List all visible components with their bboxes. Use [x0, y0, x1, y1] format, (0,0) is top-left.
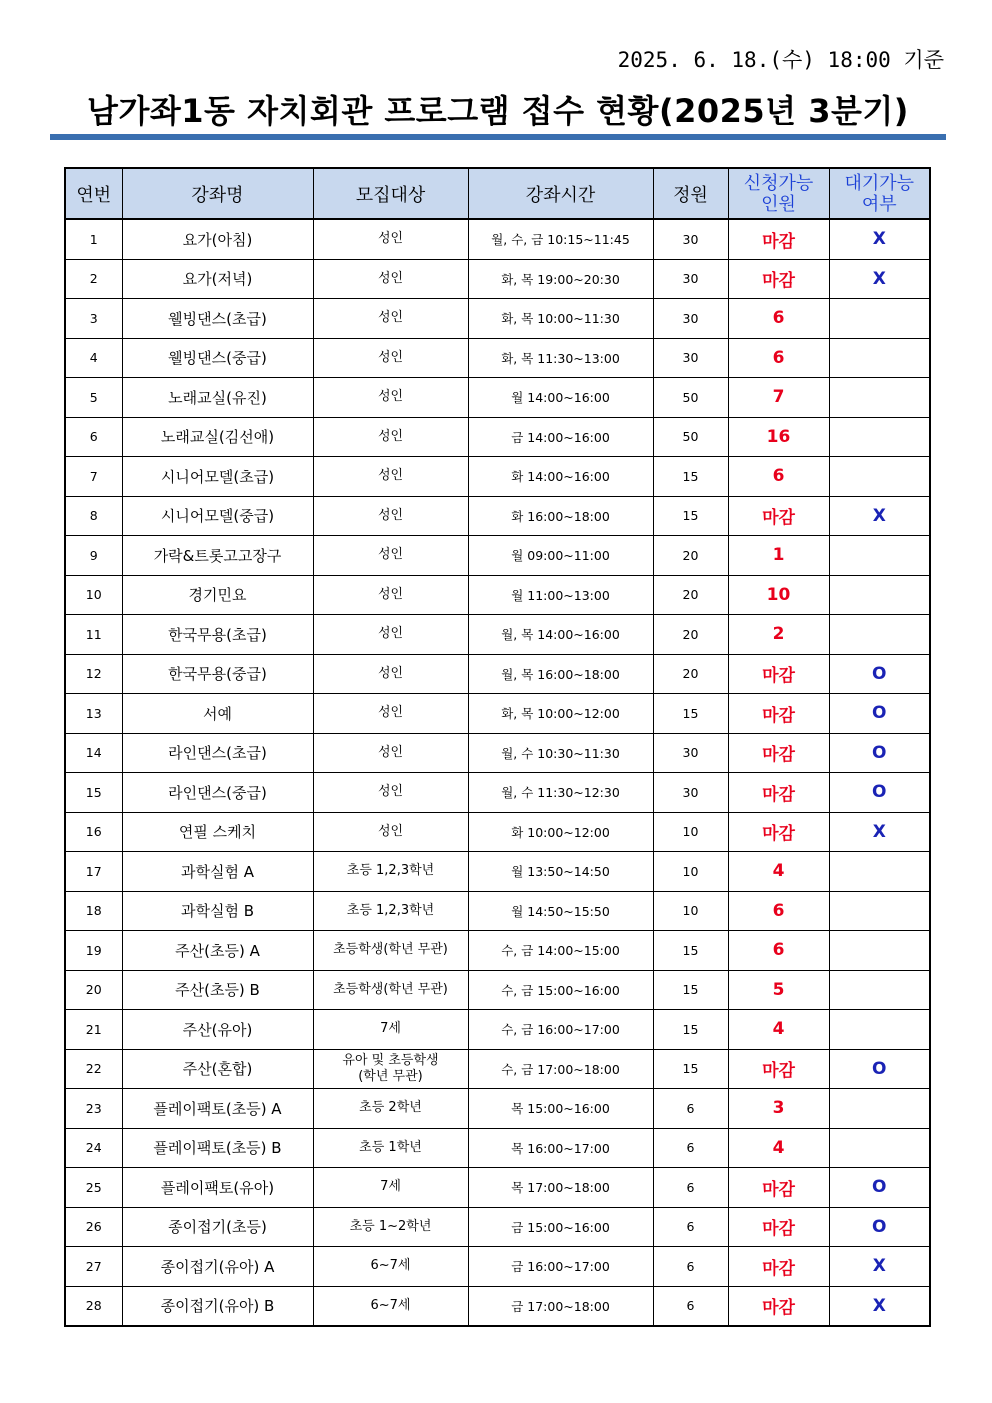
cell-waiting: X	[829, 219, 930, 259]
table-row	[65, 733, 930, 773]
cell-target: 7세	[313, 1010, 468, 1050]
cell-available: 마감	[728, 694, 829, 734]
cell-capacity: 10	[653, 852, 728, 892]
cell-course-name: 주산(혼합)	[122, 1049, 313, 1089]
cell-no: 6	[65, 417, 122, 457]
cell-available: 10	[728, 575, 829, 615]
cell-course-name: 라인댄스(중급)	[122, 773, 313, 813]
cell-capacity: 6	[653, 1168, 728, 1208]
cell-waiting: O	[829, 1168, 930, 1208]
cell-available: 마감	[728, 812, 829, 852]
cell-target	[313, 1049, 468, 1089]
cell-target: 7세	[313, 1168, 468, 1208]
cell-time: 월 14:00~16:00	[468, 378, 653, 418]
cell-time: 금 17:00~18:00	[468, 1286, 653, 1326]
cell-target: 성인	[313, 773, 468, 813]
cell-target: 초등학생(학년 무관)	[313, 931, 468, 971]
cell-target: 성인	[313, 219, 468, 259]
table-row	[65, 852, 930, 892]
header-available-line2: 인원	[761, 193, 796, 215]
table-row	[65, 1049, 930, 1089]
cell-target: 성인	[313, 694, 468, 734]
cell-no: 20	[65, 970, 122, 1010]
cell-no: 23	[65, 1089, 122, 1129]
table-row	[65, 1168, 930, 1208]
cell-target: 초등학생(학년 무관)	[313, 970, 468, 1010]
page-title: 남가좌1동 자치회관 프로그램 접수 현황(2025년 3분기)	[87, 92, 909, 130]
cell-time: 수, 금 17:00~18:00	[468, 1049, 653, 1089]
cell-waiting	[829, 338, 930, 378]
cell-waiting	[829, 615, 930, 655]
table-row	[65, 891, 930, 931]
cell-waiting: O	[829, 694, 930, 734]
cell-waiting: O	[829, 1049, 930, 1089]
cell-no: 25	[65, 1168, 122, 1208]
cell-waiting: X	[829, 812, 930, 852]
cell-time: 월, 수 11:30~12:30	[468, 773, 653, 813]
header-course-name: 강좌명	[122, 168, 313, 219]
cell-time: 화 16:00~18:00	[468, 496, 653, 536]
header-no: 연번	[65, 168, 122, 219]
cell-capacity: 30	[653, 733, 728, 773]
cell-waiting	[829, 931, 930, 971]
table-row	[65, 575, 930, 615]
cell-capacity: 6	[653, 1089, 728, 1129]
cell-capacity: 20	[653, 615, 728, 655]
header-available-line1: 신청가능	[743, 172, 814, 194]
cell-course-name: 시니어모델(초급)	[122, 457, 313, 497]
cell-target: 성인	[313, 812, 468, 852]
cell-time: 금 15:00~16:00	[468, 1207, 653, 1247]
reference-date: 2025. 6. 18.(수) 18:00 기준	[617, 48, 944, 72]
cell-available: 마감	[728, 1049, 829, 1089]
cell-target: 성인	[313, 654, 468, 694]
cell-time: 수, 금 15:00~16:00	[468, 970, 653, 1010]
cell-waiting: X	[829, 259, 930, 299]
cell-time: 월, 목 16:00~18:00	[468, 654, 653, 694]
cell-target: 초등 1학년	[313, 1128, 468, 1168]
cell-target: 초등 1,2,3학년	[313, 891, 468, 931]
cell-waiting: X	[829, 1247, 930, 1287]
program-status-table	[64, 167, 931, 1327]
cell-time: 화, 목 10:00~12:00	[468, 694, 653, 734]
cell-capacity: 6	[653, 1247, 728, 1287]
cell-target: 성인	[313, 457, 468, 497]
cell-available: 마감	[728, 1247, 829, 1287]
cell-available: 6	[728, 338, 829, 378]
cell-no: 26	[65, 1207, 122, 1247]
cell-capacity: 30	[653, 219, 728, 259]
header-waiting	[829, 168, 930, 219]
header-waiting-line1: 대기가능	[844, 172, 915, 194]
cell-available: 마감	[728, 654, 829, 694]
cell-waiting: O	[829, 733, 930, 773]
header-target: 모집대상	[313, 168, 468, 219]
table-row	[65, 536, 930, 576]
cell-capacity: 15	[653, 1049, 728, 1089]
cell-time: 월 13:50~14:50	[468, 852, 653, 892]
table-row	[65, 931, 930, 971]
table-row	[65, 378, 930, 418]
cell-target-line: 유아 및 초등학생	[342, 1052, 439, 1068]
cell-target: 초등 1,2,3학년	[313, 852, 468, 892]
table-row	[65, 773, 930, 813]
cell-course-name: 종이접기(초등)	[122, 1207, 313, 1247]
cell-waiting: O	[829, 1207, 930, 1247]
cell-time: 수, 금 16:00~17:00	[468, 1010, 653, 1050]
cell-course-name: 과학실험 B	[122, 891, 313, 931]
cell-waiting	[829, 1010, 930, 1050]
cell-course-name: 웰빙댄스(초급)	[122, 299, 313, 339]
cell-available: 7	[728, 378, 829, 418]
cell-waiting	[829, 299, 930, 339]
table-header-row	[65, 168, 930, 219]
cell-no: 11	[65, 615, 122, 655]
table-row	[65, 1128, 930, 1168]
table-row	[65, 338, 930, 378]
cell-waiting	[829, 457, 930, 497]
cell-course-name: 요가(저녁)	[122, 259, 313, 299]
cell-course-name: 가락&트롯고고장구	[122, 536, 313, 576]
cell-capacity: 6	[653, 1207, 728, 1247]
cell-capacity: 20	[653, 575, 728, 615]
cell-time: 금 16:00~17:00	[468, 1247, 653, 1287]
cell-no: 2	[65, 259, 122, 299]
cell-available: 16	[728, 417, 829, 457]
cell-waiting	[829, 378, 930, 418]
cell-no: 13	[65, 694, 122, 734]
cell-waiting: X	[829, 496, 930, 536]
cell-time: 화, 목 10:00~11:30	[468, 299, 653, 339]
cell-target: 성인	[313, 417, 468, 457]
cell-available: 3	[728, 1089, 829, 1129]
cell-waiting: X	[829, 1286, 930, 1326]
table-row	[65, 457, 930, 497]
cell-course-name: 요가(아침)	[122, 219, 313, 259]
cell-capacity: 30	[653, 338, 728, 378]
cell-capacity: 15	[653, 694, 728, 734]
cell-time: 화, 목 11:30~13:00	[468, 338, 653, 378]
cell-target: 성인	[313, 615, 468, 655]
cell-waiting: O	[829, 773, 930, 813]
cell-course-name: 서예	[122, 694, 313, 734]
cell-available: 마감	[728, 773, 829, 813]
cell-target: 6~7세	[313, 1247, 468, 1287]
cell-time: 목 16:00~17:00	[468, 1128, 653, 1168]
cell-target: 초등 1~2학년	[313, 1207, 468, 1247]
cell-time: 월 09:00~11:00	[468, 536, 653, 576]
table-row	[65, 1089, 930, 1129]
table-row	[65, 496, 930, 536]
cell-time: 목 15:00~16:00	[468, 1089, 653, 1129]
cell-no: 21	[65, 1010, 122, 1050]
cell-waiting	[829, 417, 930, 457]
cell-time: 목 17:00~18:00	[468, 1168, 653, 1208]
cell-course-name: 플레이팩토(유아)	[122, 1168, 313, 1208]
cell-course-name: 주산(초등) A	[122, 931, 313, 971]
cell-course-name: 과학실험 A	[122, 852, 313, 892]
cell-no: 16	[65, 812, 122, 852]
cell-no: 28	[65, 1286, 122, 1326]
cell-available: 마감	[728, 733, 829, 773]
cell-available: 2	[728, 615, 829, 655]
cell-course-name: 웰빙댄스(중급)	[122, 338, 313, 378]
cell-waiting	[829, 1128, 930, 1168]
table-row	[65, 615, 930, 655]
header-capacity: 정원	[653, 168, 728, 219]
cell-waiting	[829, 1089, 930, 1129]
cell-waiting	[829, 891, 930, 931]
cell-waiting: O	[829, 654, 930, 694]
table-row	[65, 812, 930, 852]
cell-time: 월 14:50~15:50	[468, 891, 653, 931]
cell-time: 화 10:00~12:00	[468, 812, 653, 852]
cell-available: 마감	[728, 1207, 829, 1247]
cell-no: 19	[65, 931, 122, 971]
cell-no: 17	[65, 852, 122, 892]
cell-available: 6	[728, 931, 829, 971]
table-row	[65, 299, 930, 339]
table-row	[65, 970, 930, 1010]
cell-no: 4	[65, 338, 122, 378]
cell-time: 월, 수, 금 10:15~11:45	[468, 219, 653, 259]
cell-available: 1	[728, 536, 829, 576]
table-row	[65, 1247, 930, 1287]
cell-course-name: 라인댄스(초급)	[122, 733, 313, 773]
cell-target: 초등 2학년	[313, 1089, 468, 1129]
header-available	[728, 168, 829, 219]
cell-target: 성인	[313, 259, 468, 299]
cell-course-name: 한국무용(초급)	[122, 615, 313, 655]
cell-waiting	[829, 575, 930, 615]
cell-capacity: 6	[653, 1128, 728, 1168]
cell-course-name: 경기민요	[122, 575, 313, 615]
cell-course-name: 주산(유아)	[122, 1010, 313, 1050]
cell-capacity: 15	[653, 970, 728, 1010]
cell-time: 수, 금 14:00~15:00	[468, 931, 653, 971]
cell-no: 24	[65, 1128, 122, 1168]
cell-capacity: 30	[653, 773, 728, 813]
cell-available: 마감	[728, 259, 829, 299]
cell-no: 5	[65, 378, 122, 418]
cell-target: 6~7세	[313, 1286, 468, 1326]
cell-target: 성인	[313, 536, 468, 576]
table-row	[65, 1010, 930, 1050]
cell-capacity: 15	[653, 931, 728, 971]
cell-time: 화, 목 19:00~20:30	[468, 259, 653, 299]
cell-target: 성인	[313, 338, 468, 378]
cell-capacity: 15	[653, 457, 728, 497]
cell-capacity: 50	[653, 378, 728, 418]
cell-course-name: 노래교실(김선애)	[122, 417, 313, 457]
cell-target-line: (학년 무관)	[358, 1068, 423, 1084]
cell-available: 4	[728, 1128, 829, 1168]
cell-course-name: 노래교실(유진)	[122, 378, 313, 418]
cell-no: 27	[65, 1247, 122, 1287]
cell-available: 6	[728, 457, 829, 497]
cell-no: 10	[65, 575, 122, 615]
cell-no: 1	[65, 219, 122, 259]
cell-target: 성인	[313, 733, 468, 773]
table-row	[65, 219, 930, 259]
cell-available: 4	[728, 1010, 829, 1050]
table-row	[65, 1207, 930, 1247]
cell-available: 6	[728, 891, 829, 931]
cell-time: 월 11:00~13:00	[468, 575, 653, 615]
cell-target: 성인	[313, 496, 468, 536]
cell-available: 마감	[728, 496, 829, 536]
cell-no: 15	[65, 773, 122, 813]
cell-no: 9	[65, 536, 122, 576]
cell-capacity: 15	[653, 1010, 728, 1050]
table-row	[65, 654, 930, 694]
cell-capacity: 15	[653, 496, 728, 536]
cell-no: 3	[65, 299, 122, 339]
cell-capacity: 30	[653, 299, 728, 339]
cell-no: 22	[65, 1049, 122, 1089]
cell-capacity: 20	[653, 536, 728, 576]
cell-capacity: 10	[653, 812, 728, 852]
table-row	[65, 694, 930, 734]
cell-capacity: 10	[653, 891, 728, 931]
cell-time: 금 14:00~16:00	[468, 417, 653, 457]
cell-available: 6	[728, 299, 829, 339]
cell-course-name: 한국무용(중급)	[122, 654, 313, 694]
cell-capacity: 6	[653, 1286, 728, 1326]
cell-capacity: 30	[653, 259, 728, 299]
cell-time: 월, 수 10:30~11:30	[468, 733, 653, 773]
cell-target: 성인	[313, 299, 468, 339]
title-underline	[50, 134, 946, 140]
cell-waiting	[829, 852, 930, 892]
header-waiting-line2: 여부	[861, 193, 897, 215]
cell-no: 8	[65, 496, 122, 536]
cell-available: 마감	[728, 1168, 829, 1208]
cell-capacity: 20	[653, 654, 728, 694]
cell-available: 5	[728, 970, 829, 1010]
cell-time: 화 14:00~16:00	[468, 457, 653, 497]
cell-capacity: 50	[653, 417, 728, 457]
cell-course-name: 연필 스케치	[122, 812, 313, 852]
table-row	[65, 259, 930, 299]
header-time: 강좌시간	[468, 168, 653, 219]
cell-waiting	[829, 970, 930, 1010]
cell-no: 12	[65, 654, 122, 694]
cell-course-name: 주산(초등) B	[122, 970, 313, 1010]
cell-course-name: 종이접기(유아) B	[122, 1286, 313, 1326]
cell-available: 마감	[728, 1286, 829, 1326]
cell-available: 4	[728, 852, 829, 892]
table-row	[65, 1286, 930, 1326]
cell-no: 7	[65, 457, 122, 497]
cell-no: 14	[65, 733, 122, 773]
cell-no: 18	[65, 891, 122, 931]
cell-course-name: 플레이팩토(초등) B	[122, 1128, 313, 1168]
cell-course-name: 종이접기(유아) A	[122, 1247, 313, 1287]
cell-target: 성인	[313, 575, 468, 615]
cell-time: 월, 목 14:00~16:00	[468, 615, 653, 655]
cell-course-name: 플레이팩토(초등) A	[122, 1089, 313, 1129]
cell-target: 성인	[313, 378, 468, 418]
cell-available: 마감	[728, 219, 829, 259]
table-row	[65, 417, 930, 457]
cell-course-name: 시니어모델(중급)	[122, 496, 313, 536]
cell-waiting	[829, 536, 930, 576]
